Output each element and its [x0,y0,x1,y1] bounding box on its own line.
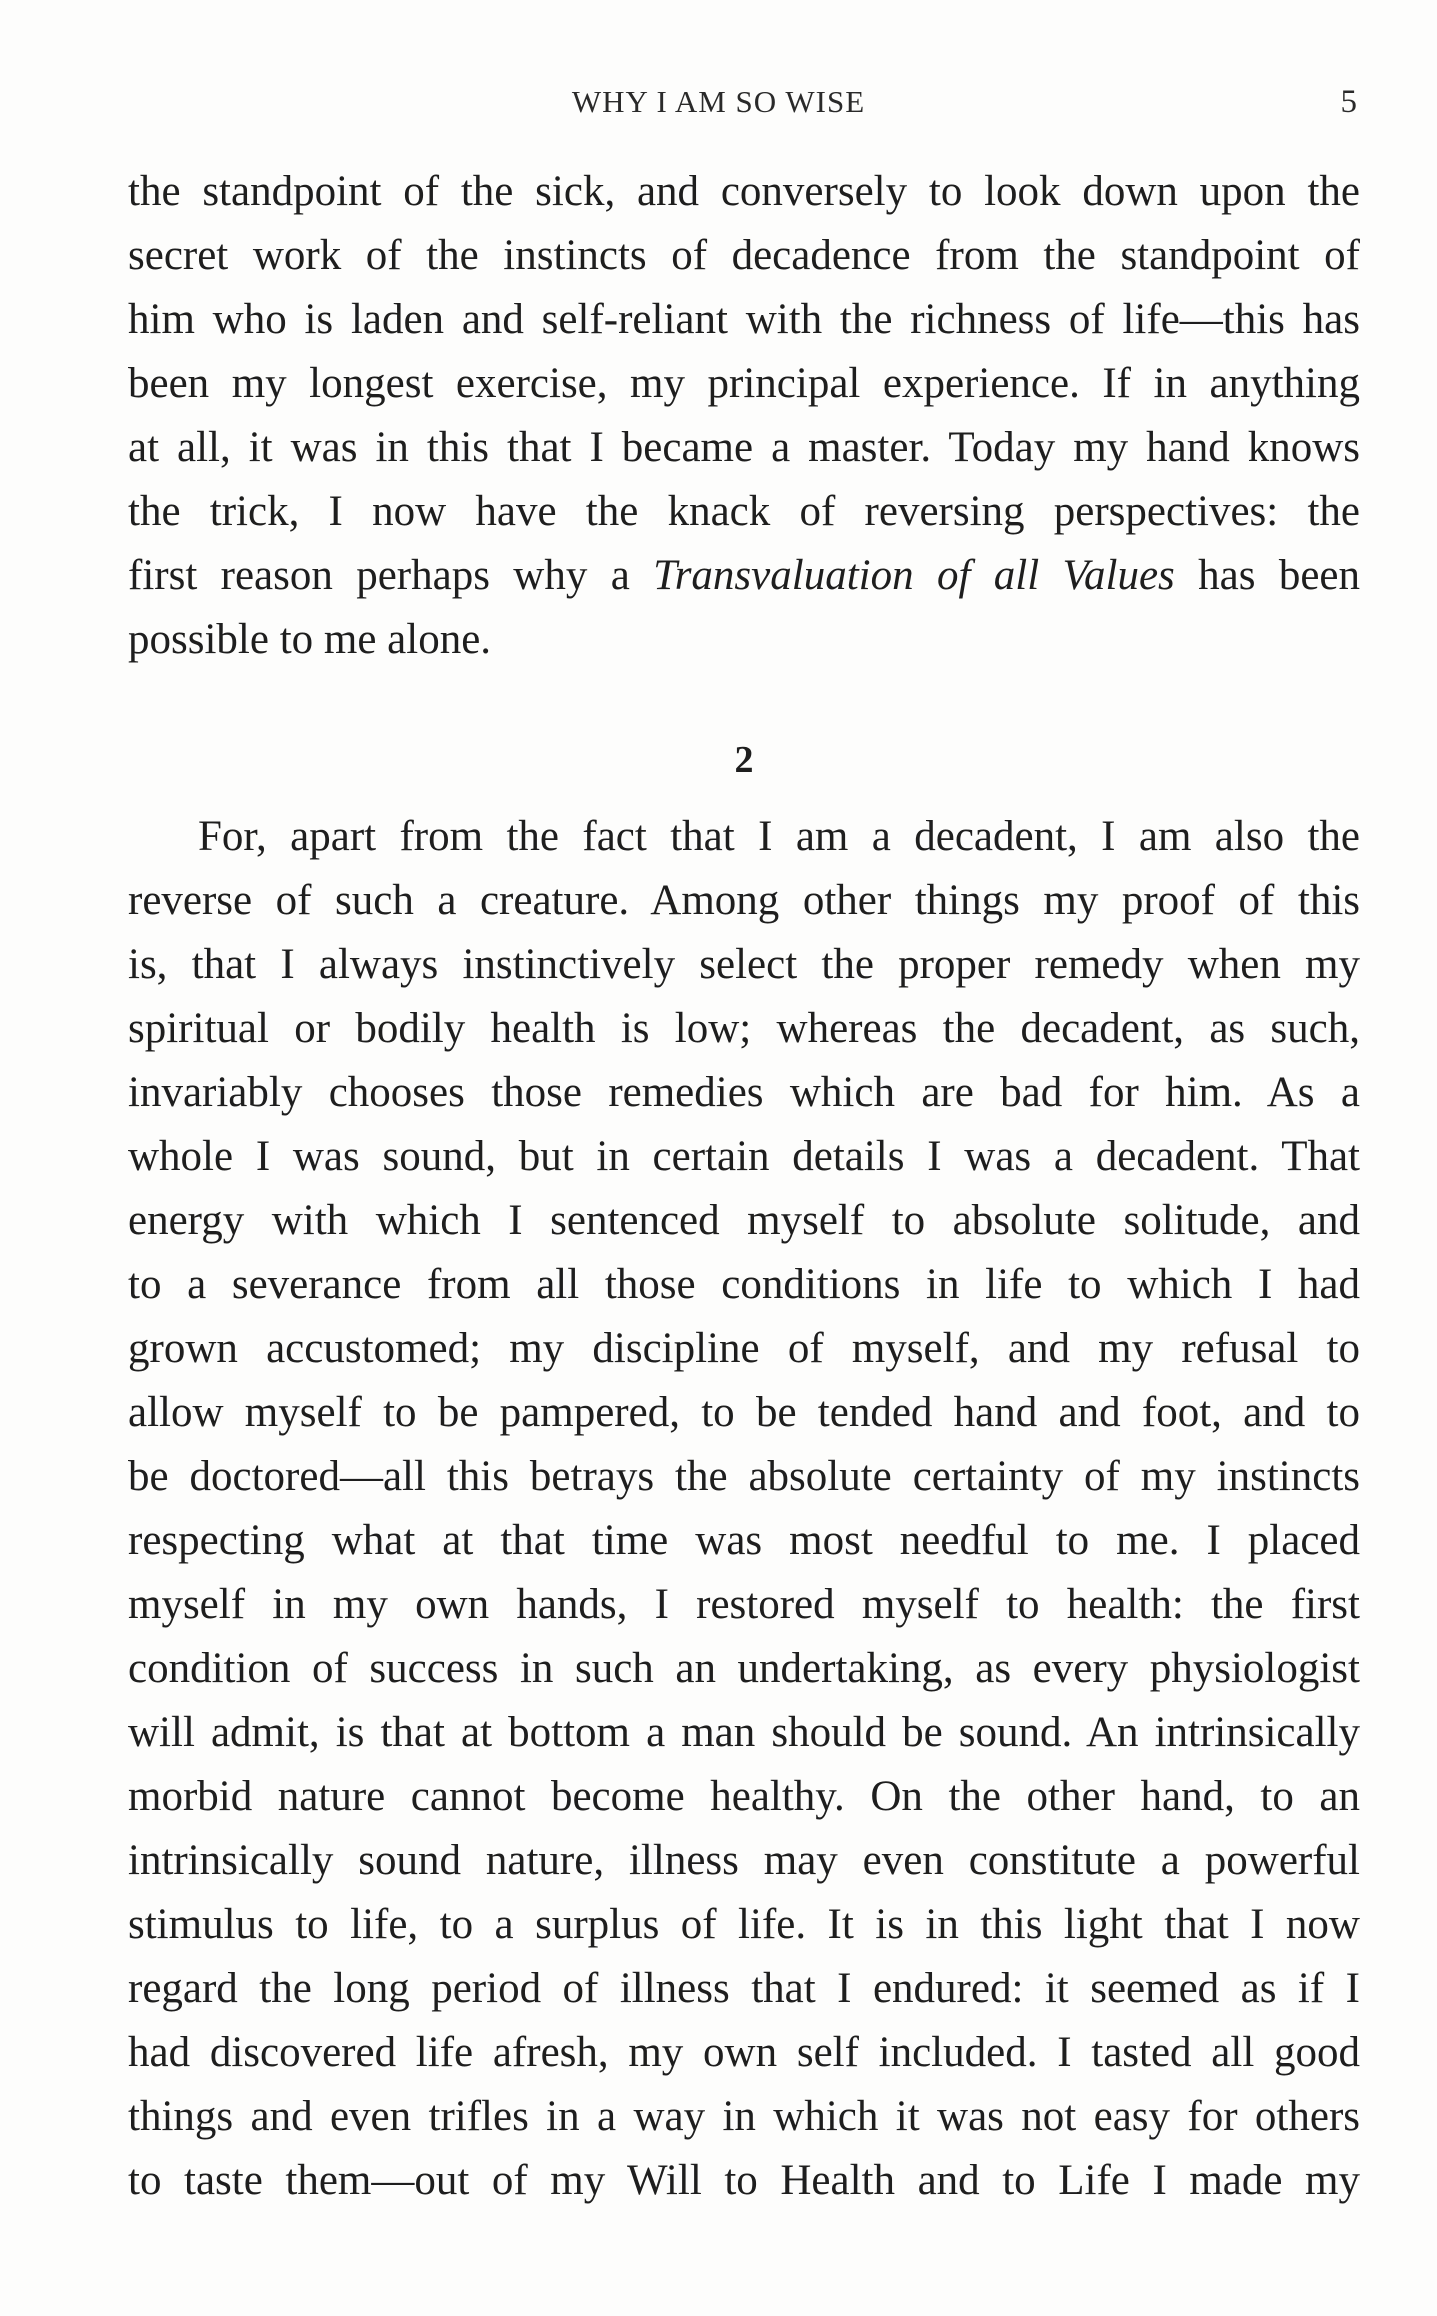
book-title-italic: Transvaluation of all Values [653,552,1175,599]
running-title: WHY I AM SO WISE [571,84,866,119]
text-line: allow myself to be pampered, to be tended hand and foot, and to [128,1389,1360,1436]
text-line: be doctored—all this betrays the absolute certainty of my instincts [128,1453,1360,1500]
text-line: invariably chooses those remedies which are bad for him. As a [128,1069,1360,1116]
paragraph-1 [128,160,1360,672]
text-line: reverse of such a creature. Among other things my proof of this [128,877,1360,924]
body-text [128,160,1360,2213]
text-line: respecting what at that time was most needful to me. I placed [128,1517,1360,1564]
text-fragment: first reason perhaps why a [128,552,654,599]
text-line: whole I was sound, but in certain details I was a decadent. That [128,1133,1360,1180]
text-line: possible to me alone. [128,616,492,663]
text-line: spiritual or bodily health is low; whereas the decadent, as such, [128,1005,1360,1052]
text-line: to a severance from all those conditions in life to which I had [128,1261,1360,1308]
text-line: regard the long period of illness that I endured: it seemed as if I [128,1965,1360,2012]
text-line: had discovered life afresh, my own self included. I tasted all good [128,2029,1360,2076]
text-line: to taste them—out of my Will to Health and to Life I made my [128,2157,1360,2204]
text-line: secret work of the instincts of decadence from the standpoint of [128,232,1360,279]
paragraph-2 [128,805,1360,2213]
text-line: been my longest exercise, my principal experience. If in anything [128,360,1360,407]
text-line: the standpoint of the sick, and conversely to look down upon the [128,168,1360,215]
running-head [0,84,1437,128]
text-line: will admit, is that at bottom a man should be sound. An intrinsically [128,1709,1360,1756]
text-line: the trick, I now have the knack of reversing perspectives: the [128,488,1360,535]
text-fragment: has been [1174,552,1360,599]
text-line: things and even trifles in a way in which it was not easy for others [128,2093,1360,2140]
text-line: energy with which I sentenced myself to absolute solitude, and [128,1197,1360,1244]
text-line: stimulus to life, to a surplus of life. It is in this light that I now [128,1901,1360,1948]
text-line: grown accustomed; my discipline of myself, and my refusal to [128,1325,1360,1372]
text-line: condition of success in such an undertaking, as every physiologist [128,1645,1360,1692]
page-number: 5 [1340,84,1357,120]
text-line: intrinsically sound nature, illness may even constitute a powerful [128,1837,1360,1884]
text-line: is, that I always instinctively select the proper remedy when my [128,941,1360,988]
text-line-with-book-title [128,544,1360,608]
section-number: 2 [734,739,754,781]
text-line: at all, it was in this that I became a master. Today my hand knows [128,424,1360,471]
text-line: him who is laden and self-reliant with the richness of life—this has [128,296,1360,343]
text-line: morbid nature cannot become healthy. On the other hand, to an [128,1773,1360,1820]
text-line: For, apart from the fact that I am a decadent, I am also the [198,813,1360,860]
text-line: myself in my own hands, I restored myself to health: the first [128,1581,1360,1628]
